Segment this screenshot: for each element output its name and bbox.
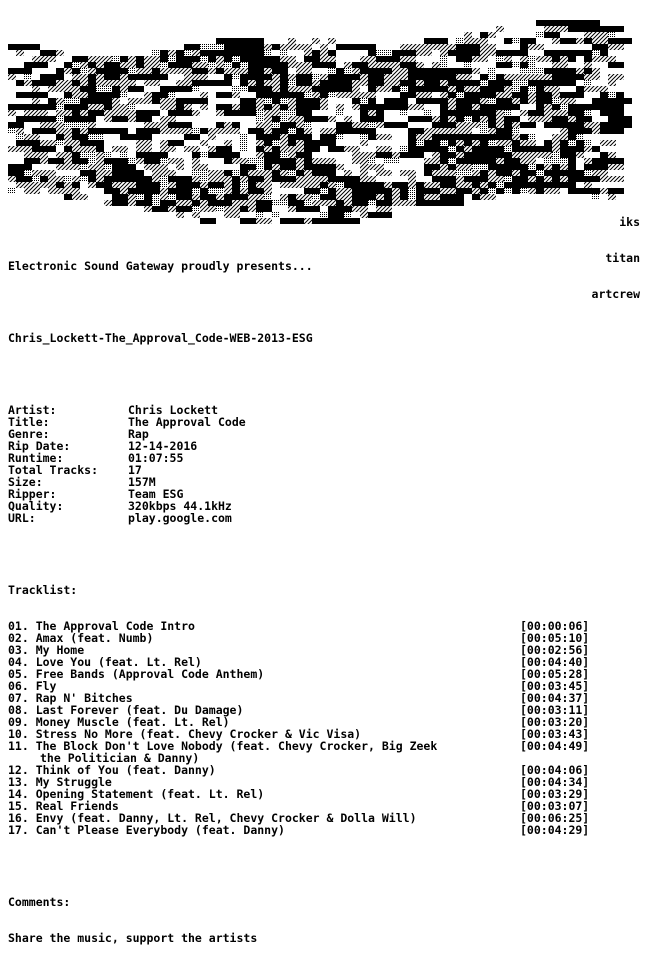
- info-value: 17: [128, 463, 142, 477]
- info-row: [8, 428, 640, 440]
- track-row: [8, 800, 640, 812]
- info-value: Team ESG: [128, 487, 184, 501]
- track-duration: [00:05:28]: [520, 667, 590, 681]
- track-duration: [00:03:11]: [520, 703, 590, 717]
- info-row: [8, 464, 640, 476]
- track-title: 10. Stress No More (feat. Chevy Crocker & Vic Visa): [8, 727, 362, 741]
- info-value: 320kbps 44.1kHz: [128, 499, 232, 513]
- track-title: 03. My Home: [8, 643, 85, 657]
- release-name: Chris_Lockett-The_Approval_Code-WEB-2013-ESG: [8, 331, 313, 345]
- info-row: [8, 452, 640, 464]
- track-duration: [00:06:25]: [520, 811, 590, 825]
- info-label: Genre:: [8, 427, 50, 441]
- info-value: 157M: [128, 475, 156, 489]
- track-duration: [00:03:07]: [520, 799, 590, 813]
- track-title: 06. Fly: [8, 679, 57, 693]
- track-title: 16. Envy (feat. Danny, Lt. Rel, Chevy Crocker & Dolla Will): [8, 811, 417, 825]
- track-row: [8, 776, 640, 788]
- track-duration: [00:04:37]: [520, 691, 590, 705]
- track-title: 02. Amax (feat. Numb): [8, 631, 154, 645]
- track-duration: [00:04:40]: [520, 655, 590, 669]
- intro-line: Electronic Sound Gateway proudly presents...: [8, 259, 313, 273]
- track-title: 04. Love You (feat. Lt. Rel): [8, 655, 202, 669]
- track-title: 05. Free Bands (Approval Code Anthem): [8, 667, 265, 681]
- track-title: 15. Real Friends: [8, 799, 119, 813]
- track-row: [8, 812, 640, 824]
- comments-heading: Comments:: [8, 895, 71, 909]
- track-duration: [00:03:45]: [520, 679, 590, 693]
- info-value: 01:07:55: [128, 451, 184, 465]
- track-duration: [00:03:29]: [520, 787, 590, 801]
- track-duration: [00:04:34]: [520, 775, 590, 789]
- track-title: 17. Can't Please Everybody (feat. Danny): [8, 823, 285, 837]
- track-duration: [00:03:20]: [520, 715, 590, 729]
- track-row: [8, 704, 640, 716]
- info-label: Ripper:: [8, 487, 57, 501]
- release-info: [8, 404, 640, 524]
- track-title: 01. The Approval Code Intro: [8, 619, 195, 633]
- info-row: [8, 512, 640, 524]
- info-label: Runtime:: [8, 451, 64, 465]
- info-value: Chris Lockett: [128, 403, 219, 417]
- info-row: [8, 476, 640, 488]
- info-row: [8, 440, 640, 452]
- track-duration: [00:00:06]: [520, 619, 590, 633]
- ascii-art-logo: [0, 0, 648, 232]
- info-row: [8, 488, 640, 500]
- track-row: [8, 788, 640, 800]
- tracklist-heading: Tracklist:: [8, 583, 78, 597]
- track-title: 14. Opening Statement (feat. Lt. Rel): [8, 787, 265, 801]
- credit-line: artcrew: [591, 287, 640, 301]
- track-title: 07. Rap N' Bitches: [8, 691, 133, 705]
- info-value: play.google.com: [128, 511, 232, 525]
- credit-line: iks: [619, 215, 640, 229]
- info-value: 12-14-2016: [128, 439, 198, 453]
- info-label: Size:: [8, 475, 43, 489]
- info-label: Quality:: [8, 499, 64, 513]
- info-label: Artist:: [8, 403, 57, 417]
- track-title: 08. Last Forever (feat. Du Damage): [8, 703, 244, 717]
- info-label: Total Tracks:: [8, 463, 99, 477]
- track-row: [8, 740, 640, 752]
- track-duration: [00:03:43]: [520, 727, 590, 741]
- track-row: [8, 716, 640, 728]
- track-row: [8, 764, 640, 776]
- track-duration: [00:05:10]: [520, 631, 590, 645]
- info-row: [8, 500, 640, 512]
- track-title: 09. Money Muscle (feat. Lt. Rel): [8, 715, 230, 729]
- track-row: [8, 728, 640, 740]
- info-row: [8, 416, 640, 428]
- track-row: [8, 692, 640, 704]
- nfo-document: [8, 236, 640, 956]
- track-title: 13. My Struggle: [8, 775, 112, 789]
- info-value: Rap: [128, 427, 149, 441]
- info-label: Title:: [8, 415, 50, 429]
- info-value: The Approval Code: [128, 415, 246, 429]
- track-duration: [00:04:06]: [520, 763, 590, 777]
- comments-text: Share the music, support the artists: [8, 931, 258, 945]
- track-title: 12. Think of You (feat. Danny): [8, 763, 216, 777]
- track-duration: [00:04:49]: [520, 739, 590, 753]
- info-row: [8, 404, 640, 416]
- info-label: URL:: [8, 511, 36, 525]
- track-title-continuation: the Politician & Danny): [40, 751, 200, 765]
- tracklist: [8, 620, 640, 836]
- info-label: Rip Date:: [8, 439, 71, 453]
- credit-line: titan: [605, 251, 640, 265]
- track-duration: [00:02:56]: [520, 643, 590, 657]
- track-row: [8, 824, 640, 836]
- track-title: 11. The Block Don't Love Nobody (feat. Chevy Crocker, Big Zeek: [8, 739, 438, 753]
- track-duration: [00:04:29]: [520, 823, 590, 837]
